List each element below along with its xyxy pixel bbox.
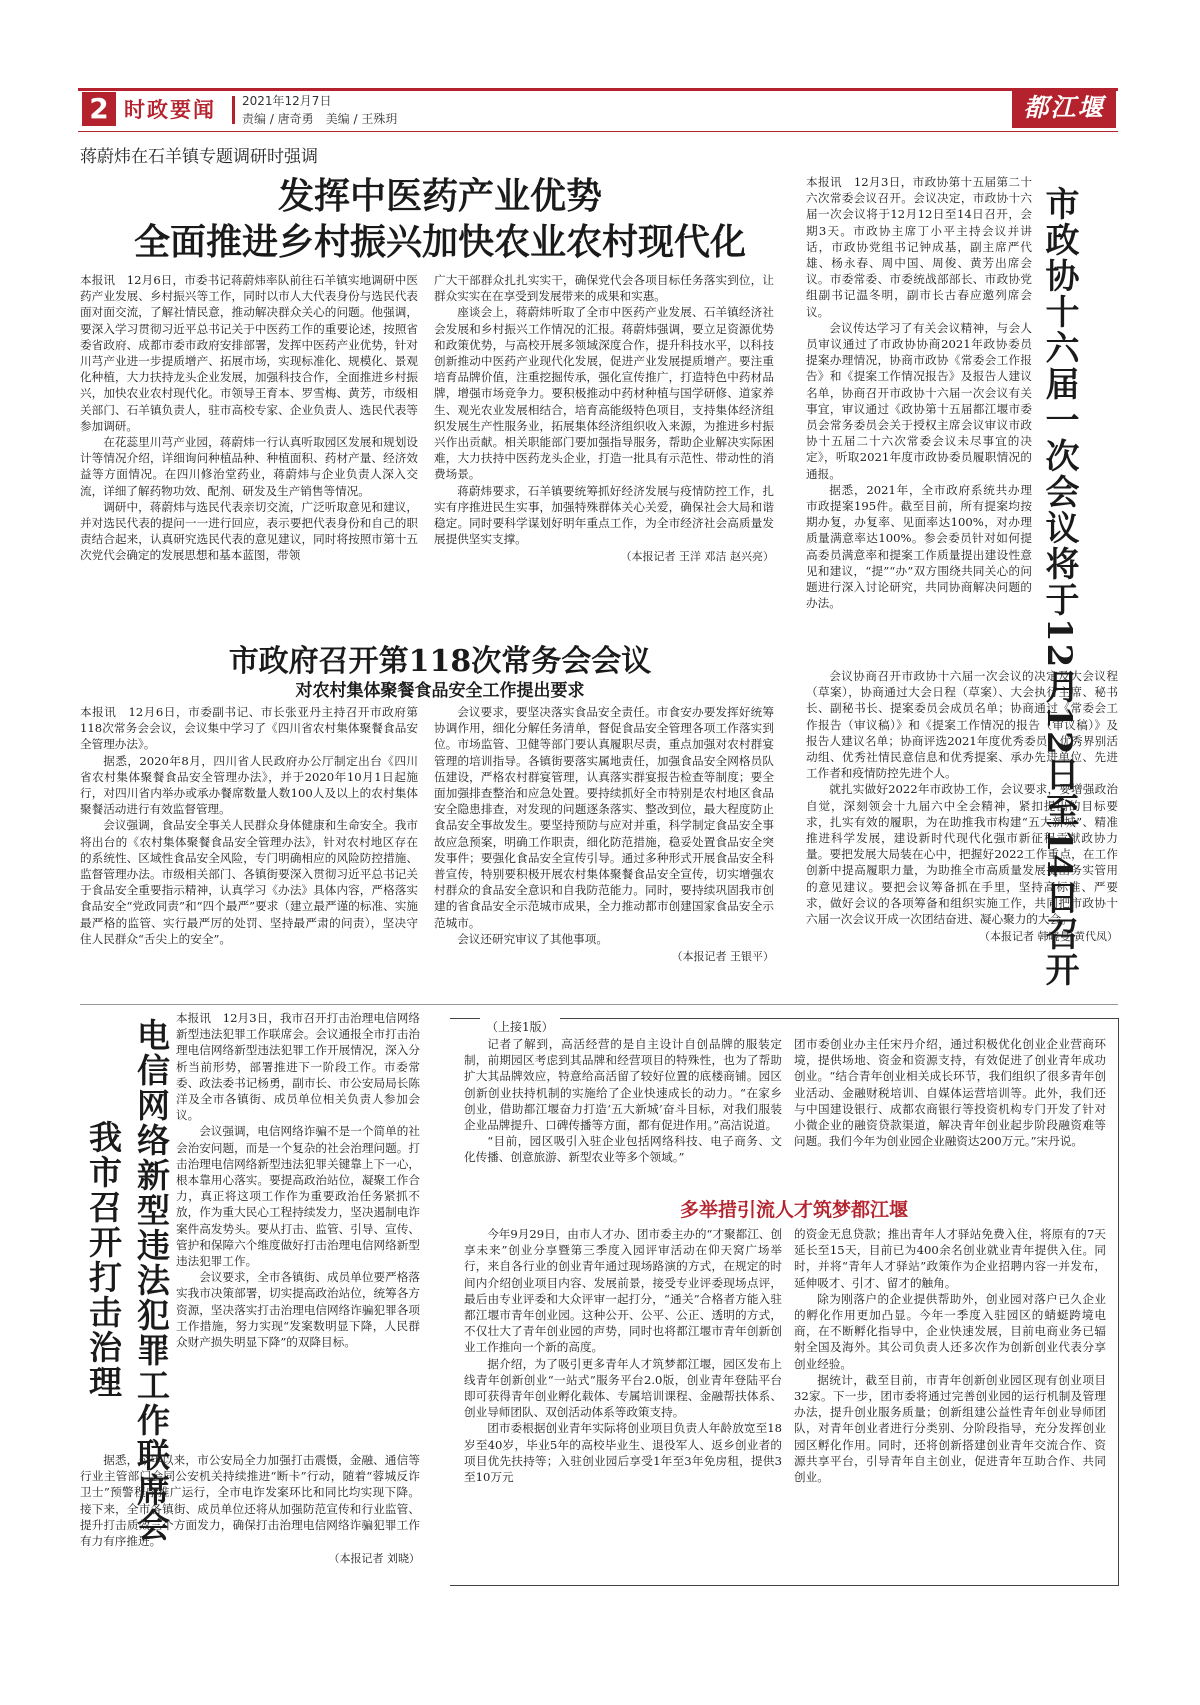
article4-vertical-headline-2: 电信网络新型违法犯罪工作联席会 (132, 1018, 171, 1543)
paragraph: 蒋蔚炜要求，石羊镇要统筹抓好经济发展与疫情防控工作，扎实有序推进民生实事，加强特殊群体关心关爱，确保社会大局和谐稳定。同时要科学谋划好明年重点工作，为全市经济社会高质量发展提供坚实支撑。 (434, 483, 774, 547)
paragraph: 据悉，今年以来，市公安局全力加强打击震慑，金融、通信等行业主管部门会同公安机关持续推进“断卡”行动，随着“蓉城反诈卫士”预警程序推广运行，全市电诈发案环比和同比均实现下降。接下来，全市各镇街、成员单位还将从加强防范宣传和行业监管、提升打击质效三个方面发力，确保打击治理电信网络诈骗犯罪工作有力有序推进。 (80, 1453, 420, 1549)
article3-headline: 市政府召开第118次常务会会议 (228, 644, 652, 679)
article1-byline: （本报记者 王洋 邓洁 赵兴亮） (620, 550, 774, 564)
article3-col1 (80, 704, 418, 947)
article5-col1 (464, 1036, 782, 1166)
paragraph: 会议要求，要坚决落实食品安全责任。市食安办要发挥好统筹协调作用，细化分解任务清单，督促食品安全管理各项工作落实到位。市场监管、卫健等部门要认真履职尽责，重点加强对农村群宴管理的培训指导。各镇街要落实属地责任，加强食品安全网格员队伍建设，严格农村群宴管理，认真落实群宴报告检查等制度；要全面加强排查整治和应急处置。要持续抓好全市特别是农村地区食品安全隐患排查，对发现的问题逐条落实、整改到位，最大程度防止食品安全事故发生。要坚持预防与应对并重，科学制定食品安全事故应急预案，明确工作职责，细化防范措施，稳妥处置食品安全突发事件；要强化食品安全宣传引导。通过多种形式开展食品安全科普宣传，特别要积极开展农村集体聚餐食品安全宣传，切实增强农村群众的食品安全意识和自我防范能力。同时，要持续巩固我市创建的省食品安全示范城市成果，全力推动都市创建国家食品安全示范城市。 (434, 705, 774, 930)
paragraph: 本报讯 12月3日，市政协第十五届第二十六次常委会议召开。会议决定，市政协十六届一次会议将于12月12日至14日召开，会期3天。市政协主席丁小平主持会议并讲话，市政协党组书记钟成基，副主席严代雄、杨永春、周中国、周俊、黄芳出席会议。市委常委、市委统战部部长、市政协党组副书记温冬明，副市长古春应邀列席会议。 (806, 175, 1032, 319)
paragraph: 本报讯 12月6日，市委副书记、市长张亚丹主持召开市政府第118次常务会会议，会议集中学习了《四川省农村集体聚餐食品安全管理办法》。 (80, 705, 418, 752)
paragraph: 据悉，2020年8月，四川省人民政府办公厅制定出台《四川省农村集体聚餐食品安全管理办法》，并于2020年10月1日起施行，对四川省内举办或承办餐席数量人数100人及以上的农村集体聚餐活动进行有效监督管理。 (80, 753, 418, 817)
article3-subhead: 对农村集体聚餐食品安全工作提出要求 (295, 681, 585, 701)
newspaper-logo: 都江堰报 (1012, 88, 1116, 128)
paragraph: 团市委根据创业青年实际将创业项目负责人年龄放宽至18岁至40岁，毕业5年的高校毕业生、退役军人、返乡创业者的项目优先扶持等；入驻创业园后享受1年至3年免房租，提供3至10万元 (464, 1421, 782, 1485)
article2-byline: （本报记者 韩晓曼 黄代凤） (979, 930, 1118, 944)
paragraph: 会议要求，全市各镇街、成员单位要严格落实我市决策部署，切实提高政治站位，统筹各方资源，坚决落实打击治理电信网络诈骗犯罪各项工作措施，努力实现“发案数明显下降，人民群众财产损失明显下降”的双降目标。 (176, 1270, 420, 1350)
article2-vertical-headline: 市政协十六届一次会议将于12月12日至14日召开 (1039, 186, 1079, 988)
paragraph: 会议传达学习了有关会议精神，与会人员审议通过了市政协协商2021年政协委员提案办理情况，协商市政协《常委会工作报告》和《提案工作情况报告》及报告人建议名单，协商召开市政协十六届一次会议有关事宜，审议通过《政协第十五届都江堰市委员会常务委员会关于授权主席会议审议市政协十五届二十六次常委会议未尽事宜的决定》，听取2021年度市政协委员履职情况的通报。 (806, 320, 1032, 481)
paragraph: 就扎实做好2022年市政协工作，会议要求，要增强政治自觉，深刻领会十九届六中全会精神，紧扣提出的目标要求，扎实有效的履职，为在助推我市构建“五大新城”、精准推进科学发展，建设新时代现代化强市新征程贡献政协力量。要把发展大局装在心中，把握好2022工作重点，在工作创新中提高履职力量，为助推全市高质量发展提出务实管用的意见建议。要把会议筹备抓在手里，坚持高标准、严要求，做好会议的各项筹备和组织实施工作，共同把市政协十六届一次会议开成一次团结奋进、凝心聚力的大会。 (806, 782, 1118, 927)
paragraph: 调研中，蒋蔚炜与选民代表亲切交流，广泛听取意见和建议，并对选民代表的提问一一进行回应，表示要把代表身份和自己的职责结合起来，认真研究选民代表的意见建议，同时将按照市第十五次党代会确定的发展思想和基本蓝图，带领 (80, 499, 418, 563)
paragraph: 会议强调，电信网络诈骗不是一个简单的社会治安问题，而是一个复杂的社会治理问题。打击治理电信网络新型违法犯罪关键靠上下一心，根本靠用心落实。要提高政治站位，凝聚工作合力，真正将这项工作作为重要政治任务紧抓不放，作为重大民心工程持续发力，坚决遏制电诈案件高发势头。要从打击、监管、引导、宣传、管护和保障六个维度做好打击治理电信网络新型违法犯罪工作。 (176, 1124, 420, 1269)
article3-col2 (434, 704, 774, 965)
article5-col3 (464, 1226, 782, 1485)
article4-vertical-headline-1: 我市召开打击治理 (84, 1120, 123, 1400)
editors: 责编 / 唐奇勇 美编 / 王殊玥 (242, 112, 398, 126)
article1-col2 (434, 272, 774, 566)
paragraph: 会议强调，食品安全事关人民群众身体健康和生命安全。我市将出台的《农村集体聚餐食品安全管理办法》，针对农村地区存在的系统性、区域性食品安全风险，专门明确相应的风险防控措施、监督管理办法。市级相关部门、各镇街要深入贯彻习近平总书记关于食品安全重要指示精神，认真学习《办法》具体内容，严格落实食品安全“党政同责”和“四个最严”要求（建立最严谨的标准、实施最严格的监管、实行最严厉的处罚、坚持最严肃的问责），坚决守住人民群众“舌尖上的安全”。 (80, 818, 418, 946)
article5-col2 (794, 1036, 1106, 1149)
paragraph: 记者了解到，高活经营的是自主设计自创品牌的服装定制，前期园区考虑到其品牌和经营项目的特殊性，也为了帮助扩大其品牌效应，特意给高活留了较好位置的底楼商铺。园区创新创业扶持机制的实施给了企业快速成长的动力。“在家乡创业，借助都江堰奋力打造‘五大新城’奋斗目标，对我们服装企业品牌提升、口碑传播等方面，都有促进作用。”高洁说道。 (464, 1037, 782, 1133)
article4-body-upper (176, 1010, 420, 1350)
issue-date: 2021年12月7日 (242, 94, 332, 108)
paragraph: 本报讯 12月3日，我市召开打击治理电信网络新型违法犯罪工作联席会。会议通报全市打击治理电信网络新型违法犯罪工作开展情况，深入分析当前形势，部署推进下一阶段工作。市委常委、政法委书记杨勇，副市长、市公安局局长陈洋及全市各镇街、成员单位相关负责人参加会议。 (176, 1011, 420, 1123)
paragraph: “目前，园区吸引入驻企业包括网络科技、电子商务、文化传播、创意旅游、新型农业等多个领域。” (464, 1134, 782, 1165)
article1-headline-2: 全面推进乡村振兴加快农业农村现代化 (133, 221, 746, 263)
paragraph: 会议协商召开市政协十六届一次会议的决定及大会议程（草案），协商通过大会日程（草案）、大会执行主席、秘书长、副秘书长、提案委员会成员名单；协商通过《常委会工作报告（审议稿）》和《提案工作情况的报告（审议稿）》及报告人建议名单；协商评选2021年度优秀委员、优秀界别活动组、优秀社情民意信息和优秀提案、承办先进单位、先进工作者和疫情防控先进个人。 (806, 669, 1118, 781)
section-divider (80, 1004, 1118, 1005)
article3-byline: （本报记者 王银平） (671, 950, 774, 964)
article4-byline: （本报记者 刘晓） (328, 1552, 420, 1566)
section-title: 时政要闻 (124, 98, 216, 122)
article2-body-lower (806, 668, 1118, 945)
paragraph: 座谈会上，蒋蔚炜听取了全市中医药产业发展、石羊镇经济社会发展和乡村振兴工作情况的汇报。蒋蔚炜强调，要立足资源优势和政策优势，与高校开展多领域深度合作，提升科技水平，以科技创新推动中医药产业现代化发展，促进产业发展提质增产。要注重培育品牌价值，注重挖掘传承，强化宣传推广，打造特色中药材品牌，增强市场竞争力。要积极推动中药材种植与国学研修、道家养生、观光农业发展相结合，培育高能级特色项目，支持集体经济组织发展生产性服务业，拓展集体经济组织收入来源，为推进乡村振兴作出贡献。相关职能部门要加强指导服务，帮助企业解决实际困难，大力扶持中医药龙头企业，打造一批具有示范性、带动性的消费场景。 (434, 305, 774, 482)
paragraph: 据悉，2021年，全市政府系统共办理市政提案195件。截至目前，所有提案均按期办复，办复率、见面率达100%，对办理质量满意率达100%。参会委员针对如何提高委员满意率和提案工作质量提出建设性意见和建议，“提”“办”双方围绕共同关心的问题进行深入讨论研究，共同协商解决问题的办法。 (806, 482, 1032, 611)
continued-label: （上接1版） (480, 1018, 560, 1035)
paragraph: 除为刚落户的企业提供帮助外，创业园对落户已久企业的孵化作用更加凸显。今年一季度入驻园区的蜻蜓跨境电商，在不断孵化指导中，企业快速发展，目前电商业务已辐射全国及海外。其公司负责人还多次作为创新创业代表分享创业经验。 (794, 1291, 1106, 1371)
article5-subhead: 多举措引流人才筑梦都江堰 (680, 1199, 909, 1221)
article4-body-lower (80, 1452, 420, 1567)
article2-body-upper (806, 174, 1032, 611)
paragraph: 会议还研究审议了其他事项。 (457, 931, 608, 946)
page-number: 2 (82, 92, 116, 126)
article1-headline-1: 发挥中医药产业优势 (277, 175, 602, 217)
paragraph: 的资金无息贷款；推出青年人才驿站免费入住，将原有的7天延长至15天，目前已为400余名创业就业青年提供入住。同时，并将“青年人才驿站”政策作为企业招聘内容一并发布，延伸吸才、引才、留才的触角。 (794, 1227, 1106, 1290)
paragraph: 据介绍，为了吸引更多青年人才筑梦都江堰，园区发布上线青年创新创业“一站式”服务平台2.0版，创业青年登陆平台即可获得青年创业孵化载体、专属培训课程、金融帮扶体系、创业导师团队、双创活动体系等政策支持。 (464, 1356, 782, 1420)
paragraph: 在花蕊里川芎产业园，蒋蔚炜一行认真听取园区发展和规划设计等情况介绍，详细询问种植品种、种植面积、药材产量、经济效益等方面情况。在四川修治堂药业，蒋蔚炜与企业负责人深入交流，详细了解药物功效、配剂、研发及生产销售等情况。 (80, 435, 418, 498)
article1-kicker: 蒋蔚炜在石羊镇专题调研时强调 (80, 147, 318, 167)
paragraph: 今年9月29日，由市人才办、团市委主办的“才聚都江、创享未来”创业分享暨第三季度入园评审活动在仰天窝广场举行，来自各行业的创业青年通过现场路演的方式，在规定的时间内介绍创业项目内容、发展前景，接受专业评委现场点评，最后由专业评委和大众评审一起打分，“通关”合格者方能入驻都江堰市青年创业园。这种公开、公平、公正、透明的方式，不仅壮大了青年创业园的声势，同时也将都江堰市青年创新创业工作推向一个新的高度。 (464, 1227, 782, 1355)
paragraph: 本报讯 12月6日，市委书记蒋蔚炜率队前往石羊镇实地调研中医药产业发展、乡村振兴等工作，同时以市人大代表身份与选民代表面对面交流，了解社情民意，推动解决群众关心的问题。他强调，要深入学习贯彻习近平总书记关于中医药工作的重要论述，按照省委省政府、成都市委市政府安排部署，发挥中医药产业优势，针对川芎产业进一步提质增产、拓展市场，实现标准化、规模化、景观化种植，大力扶持龙头企业发展，加强科技合作，全面推进乡村振兴，加快农业农村现代化。市领导王育本、罗雪梅、黄芳，市级相关部门、石羊镇负责人，驻市高校专家、企业负责人、选民代表等参加调研。 (80, 273, 418, 433)
paragraph: 广大干部群众扎扎实实干，确保党代会各项目标任务落实到位，让群众实实在在享受到发展带来的成果和实惠。 (434, 273, 774, 304)
article1-col1 (80, 272, 418, 564)
paragraph: 据统计，截至目前，市青年创新创业园区现有创业项目32家。下一步，团市委将通过完善创业园的运行机制及管理办法，提升创业服务质量；创新组建公益性青年创业导师团队，对青年创业者进行分类别、分阶段指导，充分发挥创业园区孵化作用。同时，还将创新搭建创业青年交流合作、资源共享平台，引导青年自主创业，促进青年互助合作、共同创业。 (794, 1372, 1106, 1485)
masthead-divider (232, 96, 235, 124)
article5-col4 (794, 1226, 1106, 1485)
paragraph: 团市委创业办主任宋丹介绍，通过积极优化创业企业营商环境，提供场地、资金和资源支持，有效促进了创业青年成功创业。“结合青年创业相关成长环节，我们组织了很多青年创业活动、金融财税培训、自媒体运营培训等。此外，我们还与中国建设银行、成都农商银行等投资机构专门开发了针对小微企业的融资贷款渠道，解决青年创业起步阶段融资难等问题。我们今年为创业园企业融资达200万元。”宋丹说。 (794, 1037, 1106, 1149)
